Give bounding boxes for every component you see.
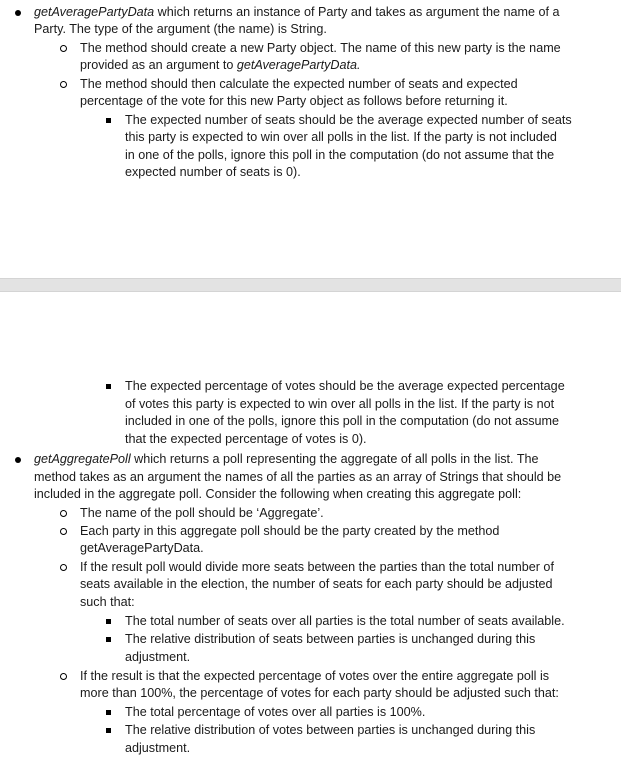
circle-bullet-icon (60, 528, 67, 535)
text-line: The total number of seats over all parties is the total number of seats available. (125, 614, 565, 628)
circle-bullet-icon (60, 81, 67, 88)
circle-bullet-icon (60, 564, 67, 571)
square-bullet-icon (106, 637, 111, 642)
text-line: The total percentage of votes over all parties is 100%. (125, 705, 426, 719)
square-bullet-icon (106, 728, 111, 733)
text-line: in one of the polls, ignore this poll in the computation (do not assume that the (125, 148, 555, 162)
text-line: this party is expected to win over all polls in the list. If the party is not included (125, 130, 557, 144)
square-bullet-icon (106, 384, 111, 389)
text-line: The relative distribution of votes between parties is unchanged during this (125, 723, 536, 737)
bullet-icon (15, 457, 21, 463)
text-line: that the expected percentage of votes is 0). (125, 432, 367, 446)
text-line: included in one of the polls, ignore this poll in the computation (do not assume (125, 414, 560, 428)
text-line: provided as an argument to getAveragePartyData. (80, 58, 361, 72)
text-line: The expected number of seats should be the average expected number of seats (125, 113, 572, 127)
text-line: of votes this party is expected to win over all polls in the list. If the party is not (125, 397, 555, 411)
text-line: more than 100%, the percentage of votes for each party should be adjusted such that: (80, 686, 559, 700)
square-bullet-icon (106, 710, 111, 715)
text-line: If the result poll would divide more seats between the parties than the total number of (80, 560, 554, 574)
square-bullet-icon (106, 118, 111, 123)
page-break (0, 278, 621, 292)
text-line: The method should create a new Party object. The name of this new party is the name (80, 41, 561, 55)
text-line: method takes as an argument the names of all the parties as an array of Strings that should be (34, 470, 562, 484)
circle-bullet-icon (60, 45, 67, 52)
text-line: The expected percentage of votes should be the average expected percentage (125, 379, 565, 393)
square-bullet-icon (106, 619, 111, 624)
text-line: percentage of the vote for this new Party object as follows before returning it. (80, 94, 508, 108)
text-line: Party. The type of the argument (the name) is String. (34, 22, 327, 36)
text-line: adjustment. (125, 741, 191, 755)
text-line: such that: (80, 595, 135, 609)
text-line: expected number of seats is 0). (125, 165, 301, 179)
bullet-get-average-party-data: getAveragePartyData which returns an instance of Party and takes as argument the name of a (34, 5, 560, 19)
text-line: seats available in the election, the number of seats for each party should be adjusted (80, 577, 553, 591)
bullet-icon (15, 10, 21, 16)
text-line: getAveragePartyData. (80, 541, 204, 555)
bullet-get-aggregate-poll: getAggregatePoll which returns a poll representing the aggregate of all polls in the list. The (34, 452, 539, 466)
circle-bullet-icon (60, 510, 67, 517)
text-line: included in the aggregate poll. Consider the following when creating this aggregate poll: (34, 487, 522, 501)
text-line: Each party in this aggregate poll should be the party created by the method (80, 524, 500, 538)
text-line: If the result is that the expected percentage of votes over the entire aggregate poll is (80, 669, 550, 683)
text-line: The relative distribution of seats between parties is unchanged during this (125, 632, 536, 646)
circle-bullet-icon (60, 673, 67, 680)
text-line: The method should then calculate the expected number of seats and expected (80, 77, 518, 91)
text-line: adjustment. (125, 650, 191, 664)
text-line: The name of the poll should be ‘Aggregate’. (80, 506, 324, 520)
